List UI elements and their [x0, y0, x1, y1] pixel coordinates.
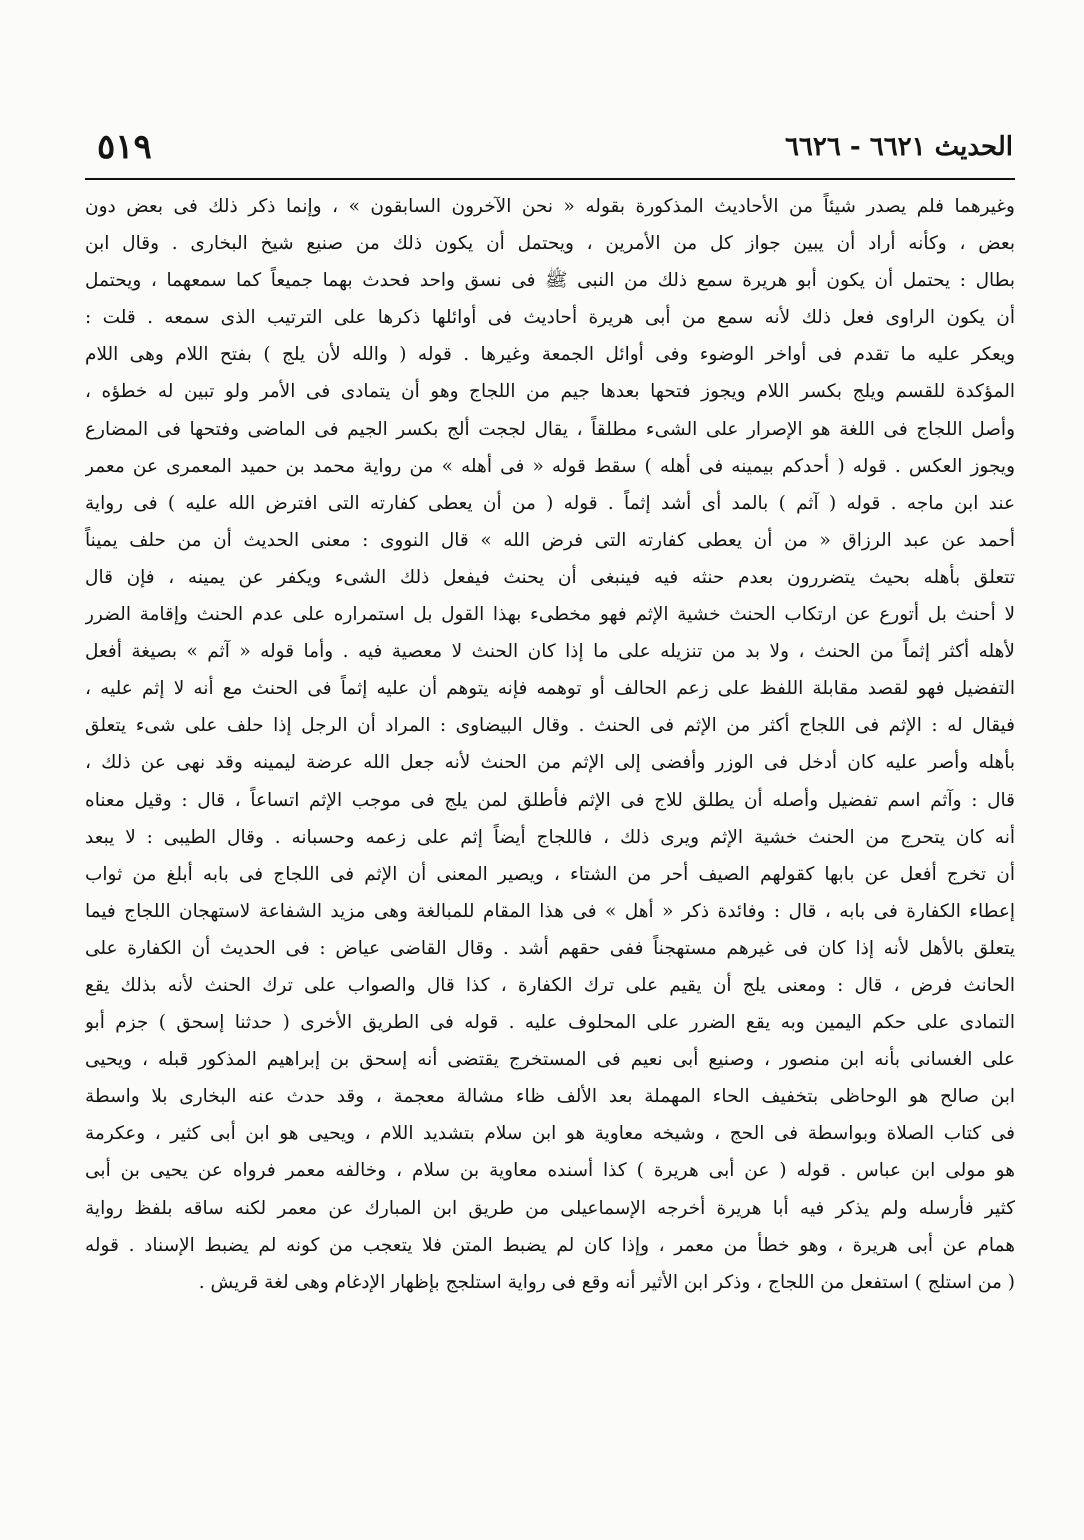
text-line: أن يكون الراوى فعل ذلك لأنه سمع من أبى هريرة أحاديث فى أوائلها ذكرها على الترتيب الذى سمعه . قلت : [85, 307, 1015, 329]
text-line: وغيرهما فلم يصدر شيئاً من الأحاديث المذكورة بقوله « نحن الآخرون السابقون » ، وإنما ذكر ذلك فى بعض دون [85, 196, 1015, 217]
text-line: هو مولى ابن عباس . قوله ( عن أبى هريرة ) كذا أسنده معاوية بن سلام ، وخالفه معمر فرواه عن يحيى بن أبى [85, 1160, 1015, 1182]
text-line-last: ( من استلج ) استفعل من اللجاج ، وذكر ابن الأثير أنه وقع فى رواية استلجج بإظهار الإدغام وهى لغة قريش . [198, 1271, 1015, 1293]
text-line: عند ابن ماجه . قوله ( آثم ) بالمد أى أشد إثماً . قوله ( من أن يعطى كفارته التى افترض الله عليه ) فى رواية [85, 492, 1015, 514]
text-line: لأهله أكثر إثماً من الحنث ، ولا بد من تنزيله على ما إذا كان الحنث لا معصية فيه . وأما قوله « آثم » بصيغة أفعل [85, 641, 1015, 663]
text-line: بطال : يحتمل أن يكون أبو هريرة سمع ذلك من النبى ﷺ فى نسق واحد فحدث بهما جميعاً كما سمعهما ، ويحتمل [85, 270, 1015, 292]
text-line: لا أحنث بل أتورع عن ارتكاب الحنث خشية الإثم فهو مخطىء بهذا القول بل استمراره على عدم الحنث وإقامة الضرر [85, 604, 1015, 626]
text-line: إعطاء الكفارة فى بابه ، قال : وفائدة ذكر « أهل » فى هذا المقام للمبالغة وهى مزيد الشفاعة لاستهجان اللجاج فيما [85, 900, 1015, 922]
text-line: كثير فأرسله ولم يذكر فيه أبا هريرة أخرجه الإسماعيلى من طريق ابن المبارك عن معمر لكنه ساقه بلفظ رواية [85, 1197, 1015, 1219]
text-line: فى كتاب الصلاة وبواسطة فى الحج ، وشيخه معاوية هو ابن سلام بتشديد اللام ، ويحيى هو ابن أبى كثير ، وعكرمة [85, 1123, 1015, 1145]
text-line: بأهله وأصر عليه كان أدخل فى الوزر وأفضى إلى الإثم من الحنث لأنه جعل الله عرضة ليمينه وقد نهى عن ذلك ، [85, 752, 1015, 774]
text-line: وأصل اللجاج فى اللغة هو الإصرار على الشىء مطلقاً ، يقال لججت ألج بكسر الجيم فى الماضى وفتحها فى المضارع [85, 418, 1015, 440]
text-line: همام عن أبى هريرة ، وهو خطأ من معمر ، وإذا كان لم يضبط المتن فلا يتعجب من كونه لم يضبط الإسناد . قوله [85, 1234, 1015, 1256]
text-line: تتعلق بأهله بحيث يتضررون بعدم حنثه فيه فينبغى أن يحنث فيفعل ذلك الشىء ويكفر عن يمينه ، فإن قال [85, 566, 1015, 588]
text-line: فيقال له : الإثم فى اللجاج أكثر من الإثم فى الحنث . وقال البيضاوى : المراد أن الرجل إذا حلف على شىء يتعلق [85, 715, 1015, 737]
text-line: ويعكر عليه ما تقدم فى أواخر الوضوء وفى أوائل الجمعة وغيرها . قوله ( والله لأن يلج ) بفتح اللام وهى اللام [85, 344, 1015, 366]
commentary-text [85, 188, 1015, 1508]
header-rule [85, 178, 1015, 180]
text-line: المؤكدة للقسم ويلج بكسر اللام ويجوز فتحها بعدها جيم من اللجاج وهو أن يتمادى فى الأمر ولو تبين له خطؤه ، [85, 381, 1015, 403]
page-header [85, 118, 1013, 178]
text-line: بعض ، وكأنه أراد أن يبين جواز كل من الأمرين ، ويحتمل أن يكون ذلك من صنيع شيخ البخارى . وقال ابن [85, 233, 1015, 255]
text-line: قال : وآثم اسم تفضيل وأصله أن يطلق للاج فى الإثم فأطلق لمن يلج فى موجب الإثم اتساعاً ، قال : وقيل معناه [85, 789, 1015, 811]
text-line: على الغسانى بأنه ابن منصور ، وصنيع أبى نعيم فى المستخرج يقتضى أنه إسحق بن إبراهيم المذكور قبله ، ويحيى [85, 1049, 1015, 1071]
text-line: التمادى على حكم اليمين وبه يقع الضرر على المحلوف عليه . قوله فى الطريق الأخرى ( حدثنا إسحق ) جزم أبو [85, 1012, 1015, 1034]
text-line: يتعلق بالأهل لأنه إذا كان فى غيرهم مستهجناً ففى حقهم أشد . وقال القاضى عياض : فى الحديث أن الكفارة على [85, 937, 1015, 959]
text-line: الحانث فرض ، قال : ومعنى يلج أن يقيم على ترك الكفارة ، كذا قال والصواب على ترك الحنث لأنه بذلك يقع [85, 974, 1015, 996]
page-number: ٥١٩ [97, 127, 152, 167]
text-line: أنه كان يتحرج من الحنث خشية الإثم ويرى ذلك ، فاللجاج أيضاً إثم على زعمه وحسبانه . وقال الطيبى : لا يبعد [85, 826, 1015, 848]
running-title: الحديث ٦٦٢١ - ٦٦٢٦ [784, 132, 1013, 162]
text-line: أحمد عن عبد الرزاق « من أن يعطى كفارته التى فرض الله » قال النووى : معنى الحديث أن من حلف يميناً [85, 529, 1015, 551]
text-line: التفضيل فهو لقصد مقابلة اللفظ على زعم الحالف أو توهمه فإنه يتوهم أن عليه إثماً فى الحنث مع أنه لا إثم عليه ، [85, 678, 1015, 700]
text-line: أن تخرج أفعل عن بابها كقولهم الصيف أحر من الشتاء ، ويصير المعنى أن الإثم فى اللجاج فى بابه أبلغ من ثواب [85, 863, 1015, 885]
text-line: ابن صالح هو الوحاظى بتخفيف الحاء المهملة بعد الألف ظاء مشالة معجمة ، وقد حدث عنه البخارى بلا واسطة [85, 1086, 1015, 1108]
text-line: ويجوز العكس . قوله ( أحدكم بيمينه فى أهله ) سقط قوله « فى أهله » من رواية محمد بن حميد المعمرى عن معمر [85, 455, 1015, 477]
